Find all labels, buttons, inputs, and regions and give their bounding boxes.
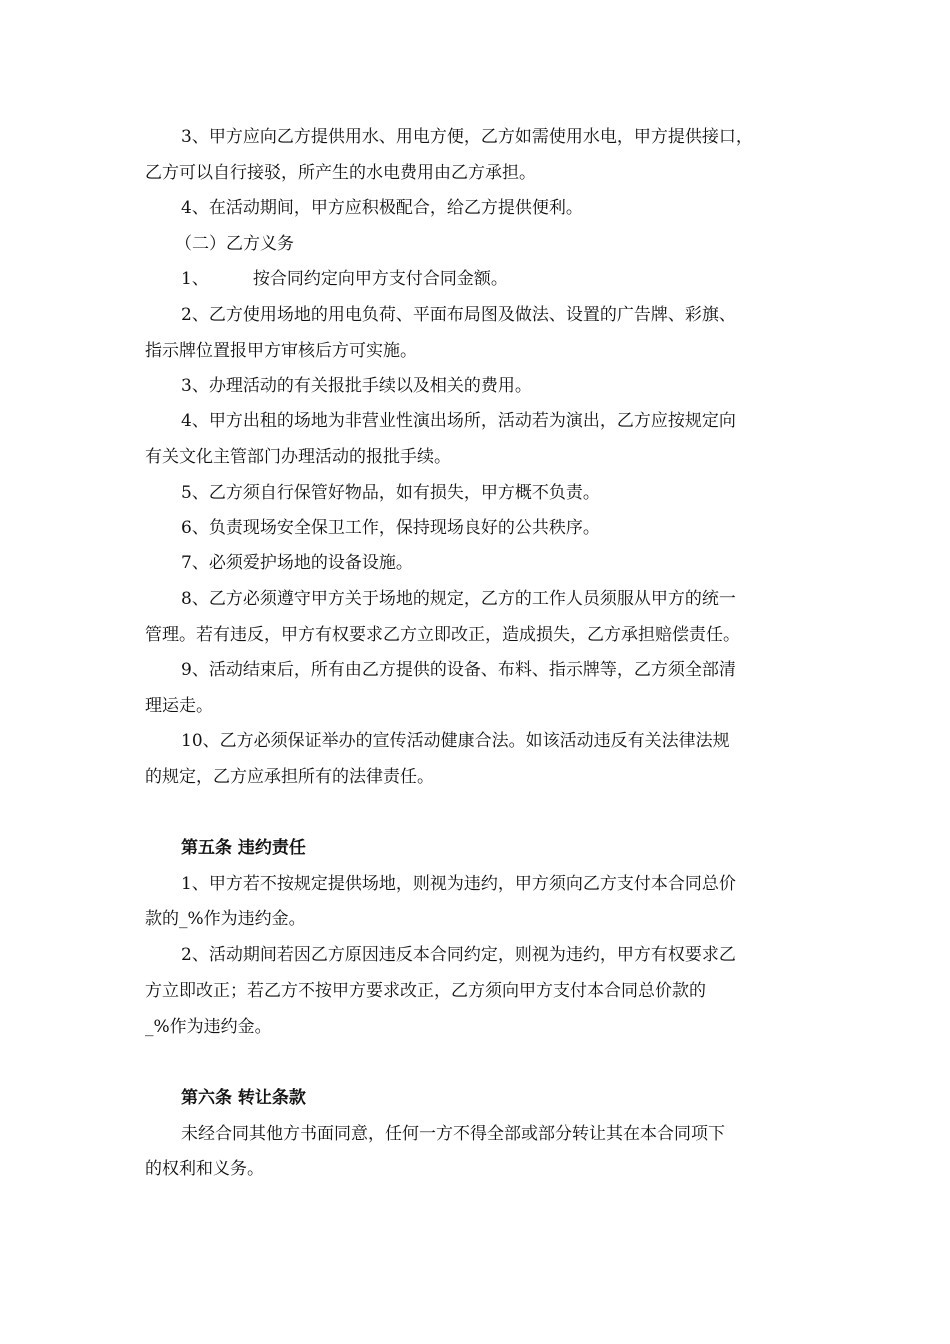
party-b-item-1: [145, 262, 849, 297]
party-b-item-10-line-2: 的规定，乙方应承担所有的法律责任。: [145, 767, 434, 787]
party-b-item-1-text: 按合同约定向甲方支付合同金额。: [252, 269, 508, 289]
party-b-item-1-number: 1、: [181, 269, 209, 289]
article-5-item-2-line-1: 2、活动期间若因乙方原因违反本合同约定，则视为违约，甲方有权要求乙: [181, 945, 736, 965]
party-a-item-3-line-1: 3、甲方应向乙方提供用水、用电方便，乙方如需使用水电，甲方提供接口，: [181, 127, 753, 147]
party-b-item-10-line-1: 10、乙方必须保证举办的宣传活动健康合法。如该活动违反有关法律法规: [181, 731, 730, 751]
party-b-heading: （二）乙方义务: [175, 234, 294, 254]
article-5-item-1-line-2: 款的_%作为违约金。: [145, 909, 306, 929]
party-b-item-5: 5、乙方须自行保管好物品，如有损失，甲方概不负责。: [181, 483, 600, 503]
article-6-text-line-2: 的权利和义务。: [145, 1159, 264, 1179]
article-6-text-line-1: 未经合同其他方书面同意，任何一方不得全部或部分转让其在本合同项下: [181, 1124, 725, 1144]
party-a-item-4: 4、在活动期间，甲方应积极配合，给乙方提供便利。: [181, 198, 583, 218]
party-b-item-3: 3、办理活动的有关报批手续以及相关的费用。: [181, 376, 532, 396]
party-a-item-3-line-2: 乙方可以自行接驳，所产生的水电费用由乙方承担。: [145, 163, 536, 183]
party-b-item-2-line-1: 2、乙方使用场地的用电负荷、平面布局图及做法、设置的广告牌、彩旗、: [181, 305, 736, 325]
party-b-item-8-line-1: 8、乙方必须遵守甲方关于场地的规定，乙方的工作人员须服从甲方的统一: [181, 589, 736, 609]
party-b-item-6: 6、负责现场安全保卫工作，保持现场良好的公共秩序。: [181, 518, 600, 538]
article-5-item-2-line-2: 方立即改正；若乙方不按甲方要求改正，乙方须向甲方支付本合同总价款的: [145, 981, 706, 1001]
party-b-item-2-line-2: 指示牌位置报甲方审核后方可实施。: [145, 341, 417, 361]
party-b-item-9-line-1: 9、活动结束后，所有由乙方提供的设备、布料、指示牌等，乙方须全部清: [181, 660, 736, 680]
party-b-item-7: 7、必须爱护场地的设备设施。: [181, 553, 413, 573]
party-b-item-8-line-2: 管理。若有违反，甲方有权要求乙方立即改正，造成损失，乙方承担赔偿责任。: [145, 625, 740, 645]
article-5-heading: 第五条 违约责任: [181, 838, 306, 858]
article-5-item-2-line-3: _%作为违约金。: [145, 1017, 272, 1037]
party-b-item-9-line-2: 理运走。: [145, 696, 213, 716]
party-b-item-4-line-2: 有关文化主管部门办理活动的报批手续。: [145, 447, 451, 467]
article-6-heading: 第六条 转让条款: [181, 1088, 306, 1108]
article-5-item-1-line-1: 1、甲方若不按规定提供场地，则视为违约，甲方须向乙方支付本合同总价: [181, 874, 736, 894]
party-b-item-4-line-1: 4、甲方出租的场地为非营业性演出场所，活动若为演出，乙方应按规定向: [181, 411, 736, 431]
